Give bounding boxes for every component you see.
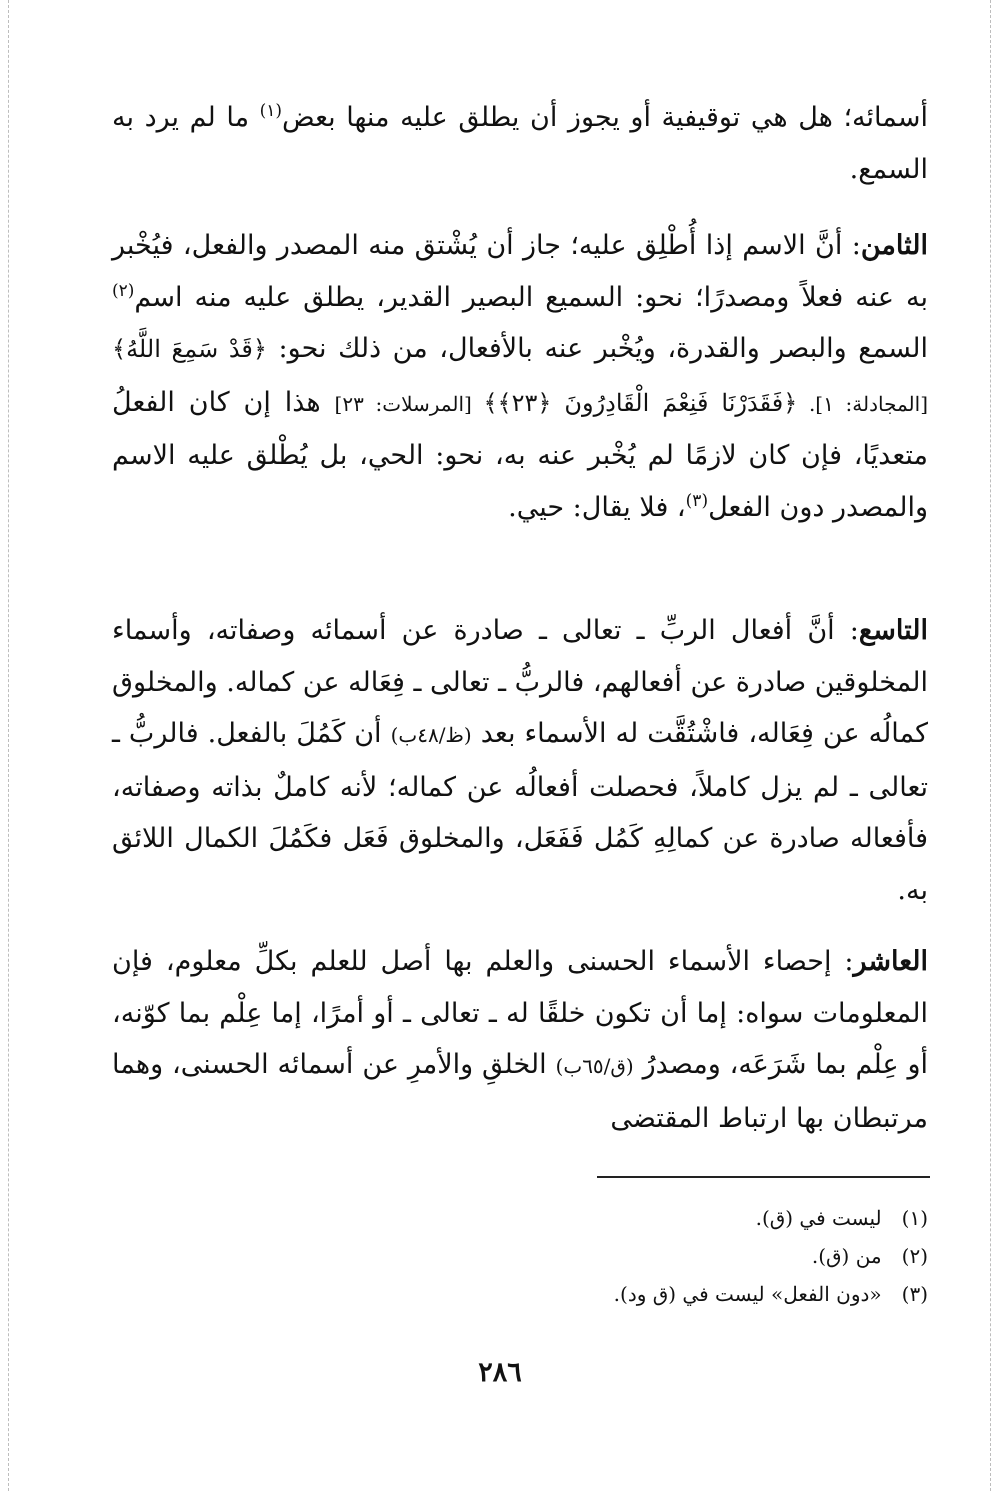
- footnotes: [300, 1199, 928, 1313]
- paragraph-1: [112, 92, 928, 195]
- footnote-3: [300, 1275, 928, 1313]
- paragraph-thamin-heading: الثامن: [860, 230, 928, 261]
- footnote-number: (٢): [901, 1244, 928, 1268]
- paragraph-tasi-heading: التاسع: [858, 615, 928, 646]
- paragraph-tasi-text-1: : أنَّ أفعال الربِّ ـ تعالى ـ صادرة عن أسمائه وصفاته، وأسماء المخلوقين صادرة عن أفعالهم، فالربُّ ـ تعالى ـ فِعَاله عن كماله. والمخلوق كمالُه عن فِعَاله، فاشْتُقَّت له الأسماء بعد: [112, 615, 928, 749]
- footnote-text: ليست في (ق).: [755, 1206, 882, 1230]
- manuscript-marker-qaf: (ق/٦٥ب): [555, 1054, 634, 1078]
- paragraph-ashir-heading: العاشر: [853, 946, 928, 977]
- footnote-divider: [597, 1176, 930, 1178]
- footnote-ref-1: (١): [259, 101, 283, 121]
- paragraph-tasi-text-2: أن كَمُلَ بالفعل. فالربُّ ـ تعالى ـ لم يزل كاملاً، فحصلت أفعالُه عن كماله؛ لأنه كاملٌ بذاته وصفاته، فأفعاله صادرة عن كمالِهِ كَمُل فَفَعَل، والمخلوق فَعَل فكَمُلَ الكمال اللائق به.: [112, 718, 928, 906]
- quran-verse-mursalat: ﴿فَقَدَرْنَا فَنِعْمَ الْقَادِرُونَ ﴿٢٣﴾﴾: [483, 388, 798, 417]
- paragraph-1-after: ما لم يرد به السمع.: [112, 102, 928, 185]
- footnote-ref-2: (٢): [112, 280, 135, 301]
- paragraph-tasi: [112, 605, 928, 916]
- footnote-text: من (ق).: [811, 1244, 882, 1268]
- paragraph-thamin-text-3: هذا إن كان الفعلُ متعديًا، فإن كان لازمًا لم يُخْبر عنه به، نحو: الحي، بل يُطْلق عليه الاسم والمصدر دون الفعل: [112, 386, 928, 523]
- surah-ref-mujadila: [المجادلة: ١].: [797, 391, 928, 416]
- page-number: ٢٨٦: [478, 1357, 522, 1388]
- footnote-1: [300, 1199, 928, 1237]
- paragraph-ashir: [112, 936, 928, 1144]
- paragraph-thamin: [112, 220, 928, 533]
- quran-verse-mujadila: ﴿قَدْ سَمِعَ اللَّهُ﴾: [112, 335, 267, 363]
- paragraph-ashir-text-1: : إحصاء الأسماء الحسنى والعلم بها أصل للعلم بكلِّ معلوم، فإن المعلومات سواه: إما أن تكون خلقًا له ـ تعالى ـ أو أمرًا، إما عِلْم بما كوّنه، أو عِلْم بما شَرَعَه، ومصدرُ: [112, 946, 928, 1080]
- scan-edge-right: [990, 0, 991, 1491]
- footnote-ref-3: (٣): [685, 490, 709, 511]
- paragraph-ashir-text-2: الخلقِ والأمرِ عن أسمائه الحسنى، وهما مرتبطان بها ارتباط المقتضى: [112, 1049, 928, 1134]
- footnote-number: (١): [901, 1206, 928, 1230]
- scan-edge-left: [8, 0, 9, 1491]
- surah-ref-mursalat: [المرسلات: ٢٣]: [334, 391, 484, 416]
- footnote-number: (٣): [901, 1282, 928, 1306]
- footnote-text: «دون الفعل» ليست في (ق ود).: [613, 1282, 882, 1306]
- paragraph-1-text: أسمائه؛ هل هي توقيفية أو يجوز أن يطلق عليه منها بعض: [282, 102, 929, 133]
- manuscript-marker-zha: (ظ/٤٨ب): [390, 723, 472, 747]
- paragraph-thamin-text-4: ، فلا يقال: حيي.: [508, 491, 686, 523]
- paragraph-thamin-text-1: : أنَّ الاسم إذا أُطْلِق عليه؛ جاز أن يُشْتق منه المصدر والفعل، فيُخْبر به عنه فعلاً ومصدرًا؛ نحو: السميع البصير القدير، يطلق عليه منه اسم: [112, 230, 928, 313]
- paragraph-thamin-text-2: السمع والبصر والقدرة، ويُخْبر عنه بالأفعال، من ذلك نحو:: [266, 333, 928, 364]
- footnote-2: [300, 1237, 928, 1275]
